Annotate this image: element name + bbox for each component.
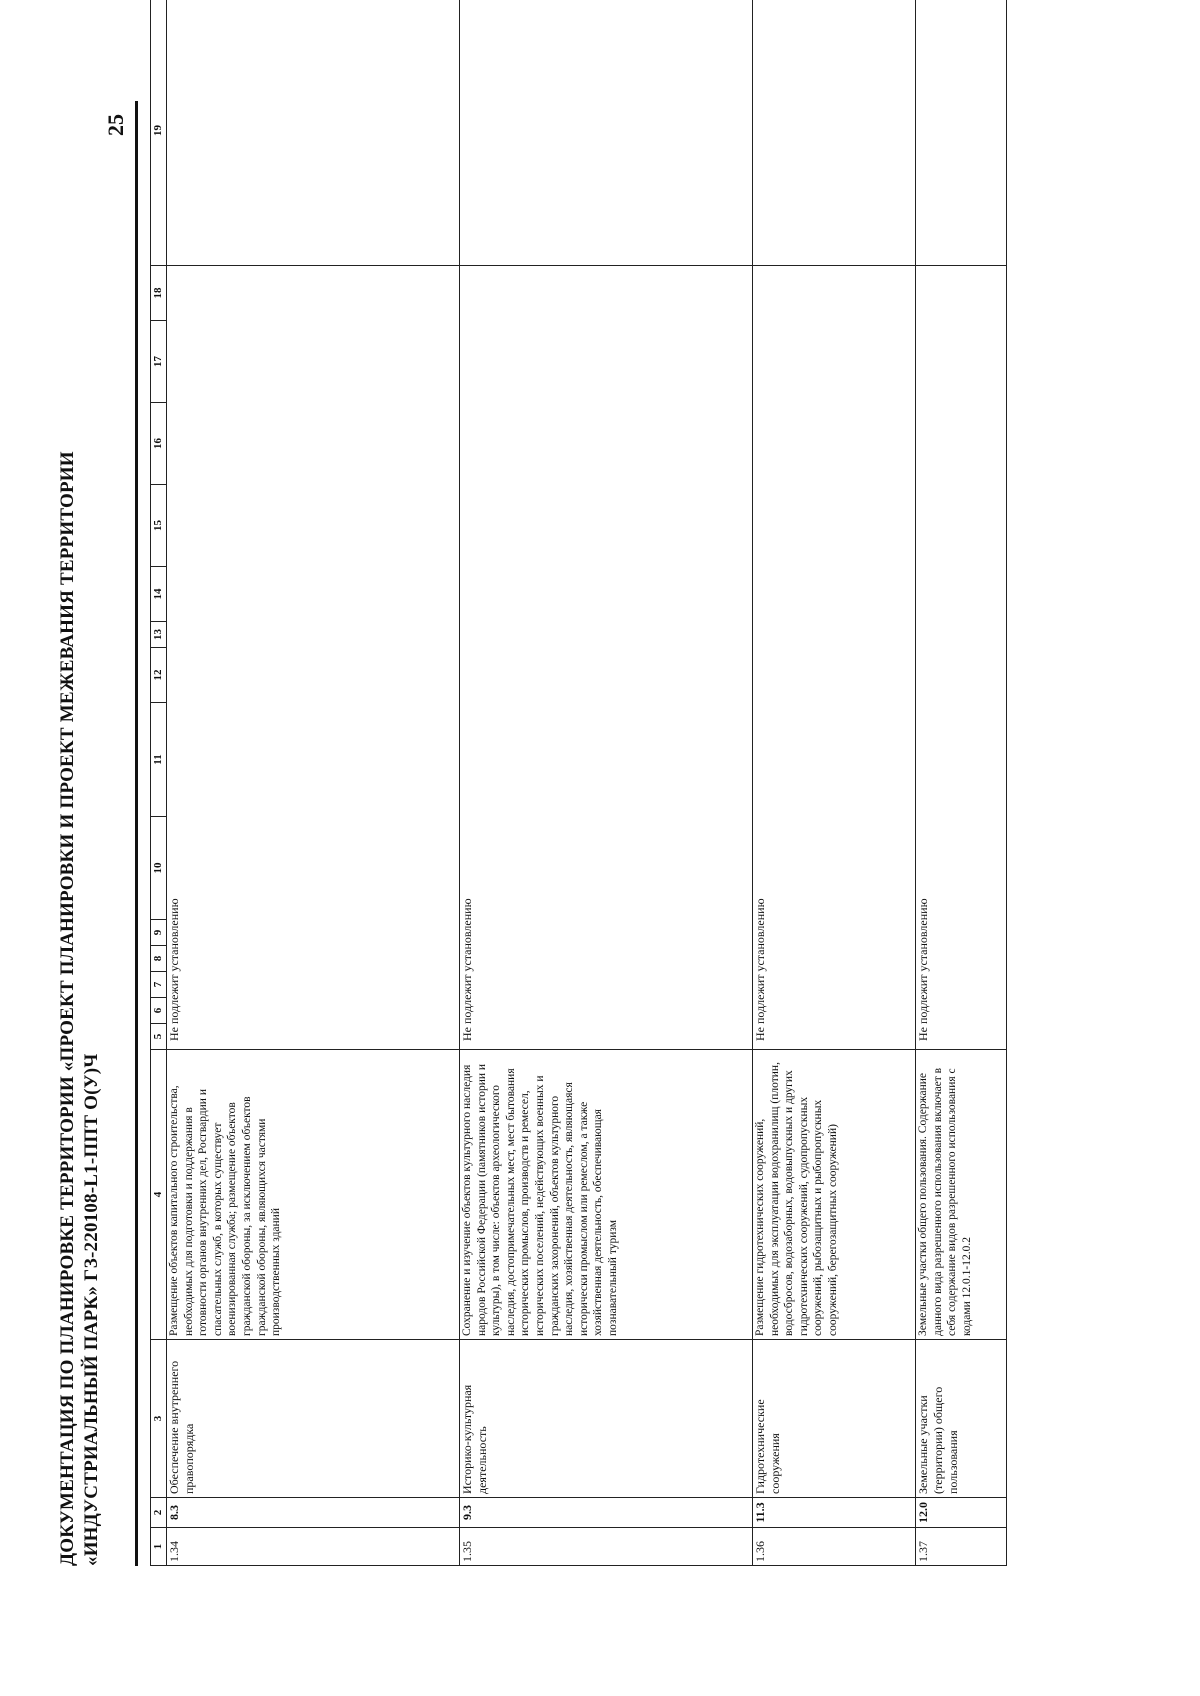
col-num-9: 9 <box>151 920 167 946</box>
col-num-15: 15 <box>151 485 167 567</box>
col-num-18: 18 <box>151 266 167 321</box>
col-num-10: 10 <box>151 817 167 920</box>
col-num-12: 12 <box>151 648 167 703</box>
empty-cell <box>916 0 1007 266</box>
table-row <box>916 0 1007 1566</box>
row-number: 1.36 <box>753 1528 916 1566</box>
column-number-row <box>151 0 167 1566</box>
col-num-3: 3 <box>151 1340 167 1498</box>
use-code: 8.3 <box>167 1498 460 1528</box>
col-num-2: 2 <box>151 1498 167 1528</box>
col-num-19: 19 <box>151 0 167 266</box>
header-rule <box>135 101 138 1566</box>
col-num-5: 5 <box>151 1024 167 1050</box>
col-num-4: 4 <box>151 1050 167 1340</box>
use-name: Обеспечение внутреннего правопорядка <box>167 1340 460 1498</box>
use-description: Размещение гидротехнических сооружений, необходимых для эксплуатации водохранилищ (плотин, водосбросов, водозаборных, водовыпускных и других гидротехнических сооружений, судопропускных сооружений, рыбозащитных и рыбопропускных сооружений, берегозащитных сооружений) <box>753 1050 916 1340</box>
row-number: 1.35 <box>460 1528 753 1566</box>
document-title <box>56 166 104 1566</box>
col-num-1: 1 <box>151 1528 167 1566</box>
page-number: 25 <box>103 114 128 136</box>
title-line-1: ДОКУМЕНТАЦИЯ ПО ПЛАНИРОВКЕ ТЕРРИТОРИИ «ПРОЕКТ ПЛАНИРОВКИ И ПРОЕКТ МЕЖЕВАНИЯ ТЕРРИТОРИИ <box>57 451 78 1566</box>
col-num-16: 16 <box>151 403 167 485</box>
col-num-13: 13 <box>151 622 167 648</box>
parameters-note: Не подлежит установлению <box>167 266 460 1050</box>
parameters-note: Не подлежит установлению <box>460 266 753 1050</box>
row-number: 1.34 <box>167 1528 460 1566</box>
col-num-8: 8 <box>151 946 167 972</box>
use-description: Размещение объектов капитального строительства, необходимых для подготовки и поддержания в готовности органов внутренних дел, Росгвардии и спасательных служб, в которых существует военизированная служба; размещение объектов гражданской обороны, за исключением объектов гражданской обороны, являющихся частями производственных зданий <box>167 1050 460 1340</box>
use-description: Сохранение и изучение объектов культурного наследия народов Российской Федерации (памятников истории и культуры), в том числе: объектов археологического наследия, достопримечательных мест, мест бытования исторических промыслов, производств и ремесел, исторических поселений, недействующих военных и гражданских захоронений, объектов культурного наследия, хозяйственная деятельность, являющаяся исторически промыслом или ремеслом, а также хозяйственная деятельность, обеспечивающая познавательный туризм <box>460 1050 753 1340</box>
use-name: Земельные участки (территории) общего пользования <box>916 1340 1007 1498</box>
col-num-7: 7 <box>151 972 167 998</box>
table-row <box>460 0 753 1566</box>
col-num-11: 11 <box>151 703 167 817</box>
zoning-table <box>150 0 1007 1566</box>
use-code: 11.3 <box>753 1498 916 1528</box>
row-number: 1.37 <box>916 1528 1007 1566</box>
parameters-note: Не подлежит установлению <box>753 266 916 1050</box>
empty-cell <box>167 0 460 266</box>
empty-cell <box>460 0 753 266</box>
table-row <box>167 0 460 1566</box>
col-num-17: 17 <box>151 321 167 403</box>
table-row <box>753 0 916 1566</box>
empty-cell <box>753 0 916 266</box>
col-num-6: 6 <box>151 998 167 1024</box>
title-line-2: «ИНДУСТРИАЛЬНЫЙ ПАРК» ГЗ-220108-L1-ППТ О(У)Ч <box>81 1053 102 1566</box>
use-name: Историко-культурная деятельность <box>460 1340 753 1498</box>
use-name: Гидротехнические сооружения <box>753 1340 916 1498</box>
use-description: Земельные участки общего пользования. Содержание данного вида разрешенного использования включает в себя содержание видов разрешенного использования с кодами 12.0.1-12.0.2 <box>916 1050 1007 1340</box>
use-code: 12.0 <box>916 1498 1007 1528</box>
parameters-note: Не подлежит установлению <box>916 266 1007 1050</box>
col-num-14: 14 <box>151 567 167 622</box>
use-code: 9.3 <box>460 1498 753 1528</box>
